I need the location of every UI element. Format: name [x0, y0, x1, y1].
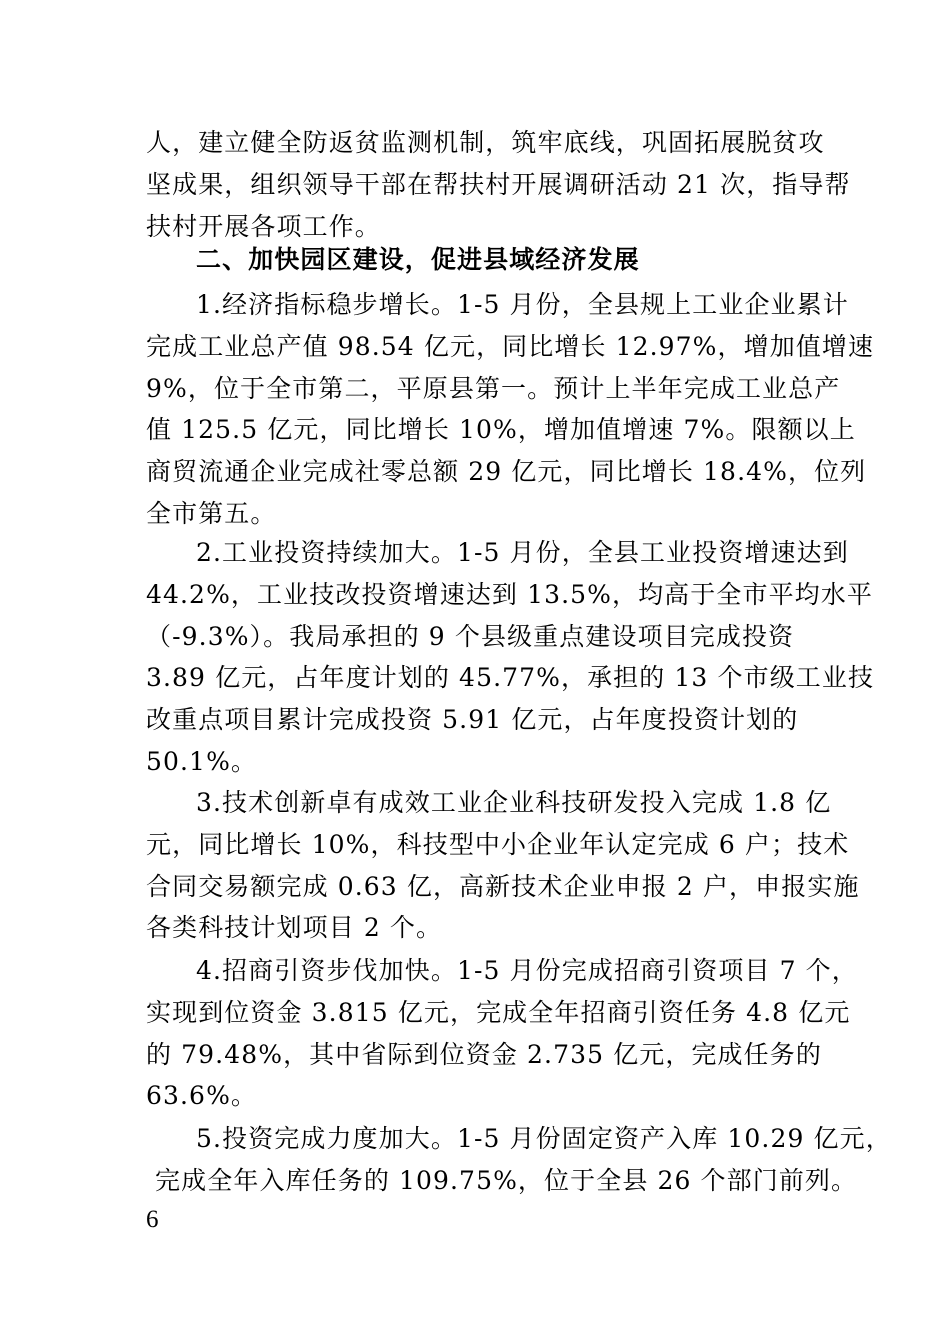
item-1-paragraph — [146, 284, 875, 535]
text-line: 2.工业投资持续加大。1-5 月份，全县工业投资增速达到 — [196, 538, 849, 567]
text-line: 全市第五。 — [146, 498, 277, 528]
text-line: 5.投资完成力度加大。1-5 月份固定资产入库 10.29 亿元， — [196, 1124, 892, 1153]
text-line: 改重点项目累计完成投资 5.91 亿元，占年度投资计划的 — [146, 705, 799, 735]
text-line: 商贸流通企业完成社零总额 29 亿元，同比增长 18.4%，位列 — [146, 457, 867, 487]
item-3-paragraph — [146, 782, 860, 949]
text-line: 50.1%。 — [146, 746, 258, 776]
text-line: 3.89 亿元，占年度计划的 45.77%，承担的 13 个市级工业技 — [146, 663, 875, 693]
text-line: 合同交易额完成 0.63 亿，高新技术企业申报 2 户，申报实施 — [146, 871, 860, 901]
text-line: 44.2%，工业技改投资增速达到 13.5%，均高于全市平均水平 — [146, 579, 873, 609]
text-line: 3.技术创新卓有成效工业企业科技研发投入完成 1.8 亿 — [196, 788, 832, 817]
text-line: 扶村开展各项工作。 — [146, 211, 381, 241]
text-line: 完成工业总产值 98.54 亿元，同比增长 12.97%，增加值增速 — [146, 331, 875, 361]
item-2-paragraph — [146, 532, 875, 783]
text-line: 63.6%。 — [146, 1081, 258, 1111]
item-4-paragraph — [146, 950, 858, 1117]
text-line: 9%，位于全市第二，平原县第一。预计上半年完成工业总产 — [146, 373, 841, 403]
paragraph-intro — [146, 122, 851, 247]
text-line: 坚成果，组织领导干部在帮扶村开展调研活动 21 次，指导帮 — [146, 169, 851, 199]
section-heading: 二、加快园区建设，促进县域经济发展 — [196, 245, 640, 274]
text-line: 1.经济指标稳步增长。1-5 月份，全县规上工业企业累计 — [196, 290, 849, 319]
text-line: 4.招商引资步伐加快。1-5 月份完成招商引资项目 7 个， — [196, 956, 858, 985]
text-line: 元，同比增长 10%，科技型中小企业年认定完成 6 户；技术 — [146, 829, 850, 859]
text-line: 人，建立健全防返贫监测机制，筑牢底线，巩固拓展脱贫攻 — [146, 128, 825, 157]
item-5-paragraph — [146, 1118, 892, 1202]
text-line: 实现到位资金 3.815 亿元，完成全年招商引资任务 4.8 亿元 — [146, 997, 851, 1027]
text-line: 各类科技计划项目 2 个。 — [146, 913, 443, 943]
text-line: 完成全年入库任务的 109.75%，位于全县 26 个部门前列。 — [146, 1165, 858, 1195]
text-line: （-9.3%）。我局承担的 9 个县级重点建设项目完成投资 — [146, 621, 795, 651]
text-line: 值 125.5 亿元，同比增长 10%，增加值增速 7%。限额以上 — [146, 415, 856, 445]
text-line: 的 79.48%，其中省际到位资金 2.735 亿元，完成任务的 — [146, 1039, 822, 1069]
page-number: 6 — [146, 1206, 159, 1233]
